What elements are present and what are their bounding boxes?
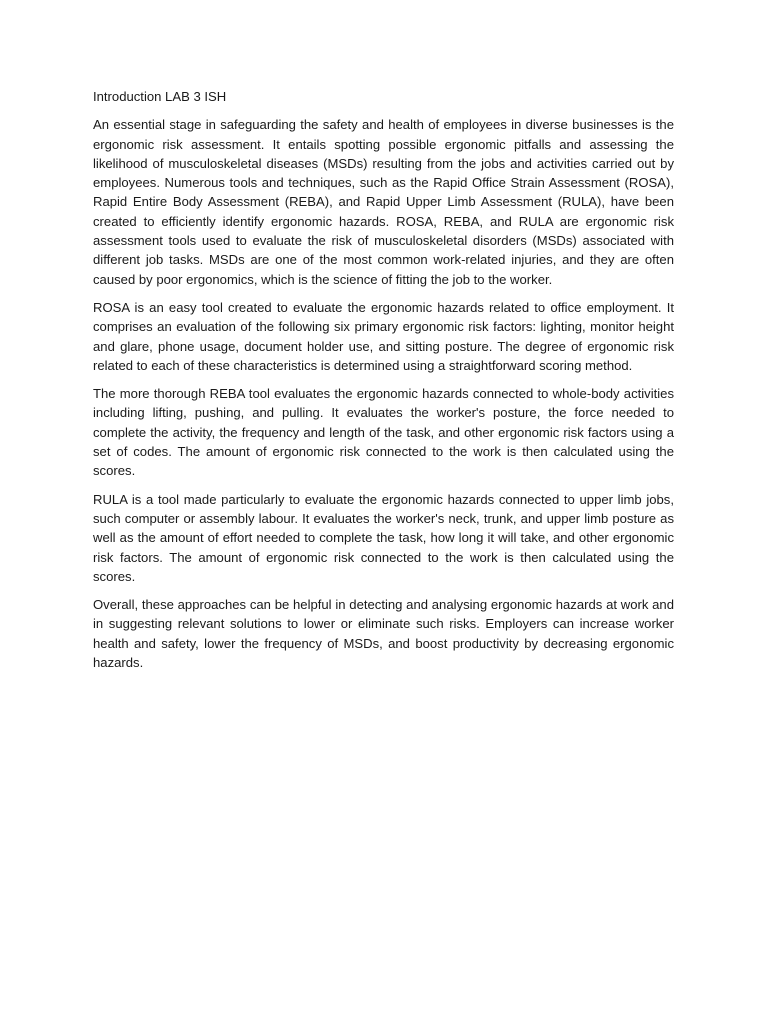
paragraph-reba: The more thorough REBA tool evaluates the ergonomic hazards connected to whole-body activities including lifting, pushing, and pulling. It evaluates the worker's posture, the force needed to complete the activity, the frequency and length of the task, and other ergonomic risk factors using a set of codes. The amount of ergonomic risk connected to the work is then calculated using the scores. [93, 386, 674, 479]
document-page [93, 87, 674, 681]
paragraph-rula: RULA is a tool made particularly to evaluate the ergonomic hazards connected to upper limb jobs, such computer or assembly labour. It evaluates the worker's neck, trunk, and upper limb posture as well as the amount of effort needed to complete the task, how long it will take, and other ergonomic risk factors. The amount of ergonomic risk connected to the work is then calculated using the scores. [93, 491, 674, 584]
paragraph-intro: An essential stage in safeguarding the safety and health of employees in diverse businesses is the ergonomic risk assessment. It entails spotting possible ergonomic pitfalls and assessing the likelihood of musculoskeletal diseases (MSDs) resulting from the jobs and activities carried out by employees. Numerous tools and techniques, such as the Rapid Office Strain Assessment (ROSA), Rapid Entire Body Assessment (REBA), and Rapid Upper Limb Assessment (RULA), have been created to efficiently identify ergonomic hazards. ROSA, REBA, and RULA are ergonomic risk assessment tools used to evaluate the risk of musculoskeletal disorders (MSDs) associated with different job tasks. MSDs are one of the most common work-related injuries, and they are often caused by poor ergonomics, which is the science of fitting the job to the worker. [93, 117, 674, 287]
document-title: Introduction LAB 3 ISH [93, 89, 227, 104]
paragraph-conclusion: Overall, these approaches can be helpful in detecting and analysing ergonomic hazards at work and in suggesting relevant solutions to lower or eliminate such risks. Employers can increase worker health and safety, lower the frequency of MSDs, and boost productivity by decreasing ergonomic hazards. [93, 597, 674, 671]
paragraph-rosa: ROSA is an easy tool created to evaluate the ergonomic hazards related to office employment. It comprises an evaluation of the following six primary ergonomic risk factors: lighting, monitor height and glare, phone usage, document holder use, and sitting posture. The degree of ergonomic risk related to each of these characteristics is determined using a straightforward scoring method. [93, 299, 674, 373]
